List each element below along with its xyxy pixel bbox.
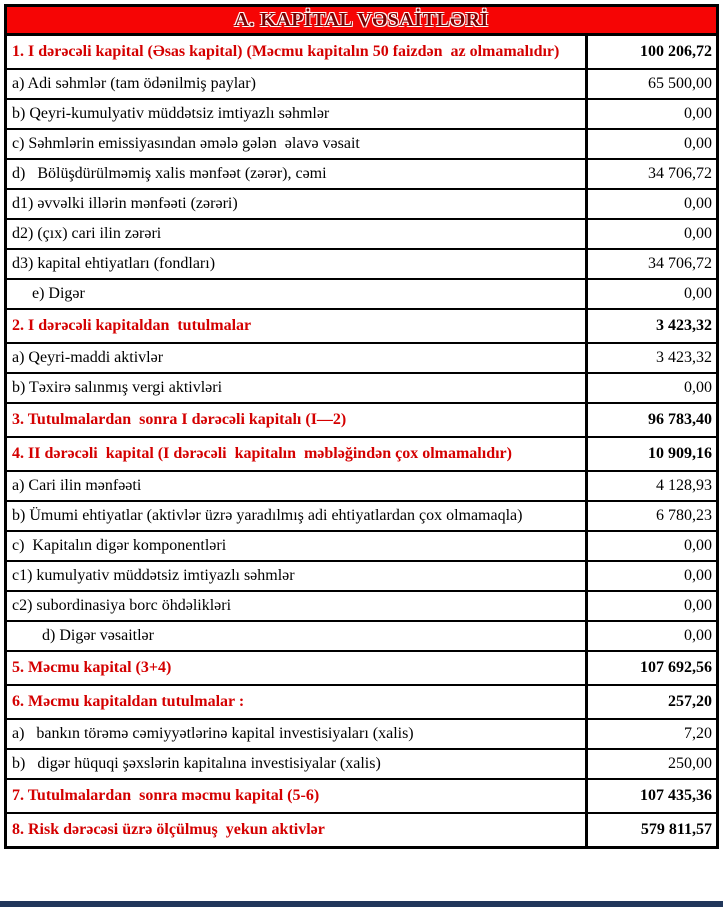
table-row [7, 308, 716, 342]
row-label [7, 190, 585, 218]
table-title-band [7, 7, 716, 36]
table-row [7, 158, 716, 188]
row-label [7, 36, 585, 68]
row-label-text: e) Digər [32, 285, 85, 302]
row-value: 0,00 [585, 190, 716, 218]
table-row [7, 128, 716, 158]
row-label [7, 472, 585, 500]
row-value: 34 706,72 [585, 250, 716, 278]
table-row [7, 98, 716, 128]
row-label [7, 502, 585, 530]
row-value: 3 423,32 [585, 344, 716, 372]
table-row [7, 778, 716, 812]
table-row [7, 684, 716, 718]
row-label [7, 562, 585, 590]
table-row [7, 560, 716, 590]
row-value: 250,00 [585, 750, 716, 778]
row-label-text: a) Cari ilin mənfəəti [12, 477, 142, 494]
table-row [7, 530, 716, 560]
row-label-text: b) Ümumi ehtiyatlar (aktivlər üzrə yaradılmış adi ehtiyatlardan çox olmamaqla) [12, 507, 523, 524]
row-value: 257,20 [585, 686, 716, 718]
row-label [7, 438, 585, 470]
table-row [7, 188, 716, 218]
row-label [7, 780, 585, 812]
row-label-text: b) Təxirə salınmış vergi aktivləri [12, 379, 223, 396]
row-label-text: 8. Risk dərəcəsi üzrə ölçülmuş yekun aktivlər [12, 821, 325, 838]
row-label [7, 310, 585, 342]
row-value: 6 780,23 [585, 502, 716, 530]
row-value: 3 423,32 [585, 310, 716, 342]
row-value: 65 500,00 [585, 70, 716, 98]
table-body [7, 36, 716, 846]
row-value: 0,00 [585, 622, 716, 650]
row-label [7, 374, 585, 402]
row-label [7, 686, 585, 718]
row-value: 7,20 [585, 720, 716, 748]
row-label [7, 652, 585, 684]
row-label [7, 130, 585, 158]
row-label-text: a) Adi səhmlər (tam ödənilmiş paylar) [12, 75, 256, 92]
table-row [7, 342, 716, 372]
row-value: 96 783,40 [585, 404, 716, 436]
table-row [7, 436, 716, 470]
capital-table [4, 4, 719, 849]
row-label-text: c2) subordinasiya borc öhdəlikləri [12, 597, 232, 614]
row-label [7, 344, 585, 372]
row-label-text: a) Qeyri-maddi aktivlər [12, 349, 164, 366]
row-label-text: d2) (çıx) cari ilin zərəri [12, 225, 162, 242]
table-row [7, 620, 716, 650]
row-label [7, 532, 585, 560]
row-label-text: 5. Məcmu kapital (3+4) [12, 659, 172, 676]
row-value: 4 128,93 [585, 472, 716, 500]
row-value: 0,00 [585, 532, 716, 560]
row-label-text: 2. I dərəcəli kapitaldan tutulmalar [12, 317, 252, 334]
row-label-text: 6. Məcmu kapitaldan tutulmalar : [12, 693, 245, 710]
row-label-text: 7. Tutulmalardan sonra məcmu kapital (5-6) [12, 787, 320, 804]
row-label-text: c) Səhmlərin emissiyasından əmələ gələn əlavə vəsait [12, 135, 360, 152]
row-value: 107 692,56 [585, 652, 716, 684]
table-row [7, 218, 716, 248]
table-row [7, 748, 716, 778]
row-label-text: b) Qeyri-kumulyativ müddətsiz imtiyazlı səhmlər [12, 105, 330, 122]
table-row [7, 402, 716, 436]
row-value: 0,00 [585, 100, 716, 128]
row-label-text: c1) kumulyativ müddətsiz imtiyazlı səhmlər [12, 567, 295, 584]
row-label [7, 720, 585, 748]
row-label-text: 4. II dərəcəli kapital (I dərəcəli kapitalın məbləğindən çox olmamalıdır) [12, 445, 512, 462]
table-row [7, 470, 716, 500]
row-value: 10 909,16 [585, 438, 716, 470]
table-row [7, 500, 716, 530]
row-value: 0,00 [585, 130, 716, 158]
row-value: 579 811,57 [585, 814, 716, 846]
row-label [7, 280, 585, 308]
table-row [7, 36, 716, 68]
row-value: 34 706,72 [585, 160, 716, 188]
table-row [7, 278, 716, 308]
row-label [7, 220, 585, 248]
row-value: 0,00 [585, 592, 716, 620]
row-label-text: 1. I dərəcəli kapital (Əsas kapital) (Məcmu kapitalın 50 faizdən az olmamalıdır) [12, 43, 560, 60]
row-label [7, 750, 585, 778]
row-label [7, 160, 585, 188]
row-label [7, 404, 585, 436]
row-label-text: d3) kapital ehtiyatları (fondları) [12, 255, 216, 272]
row-label [7, 622, 585, 650]
row-value: 107 435,36 [585, 780, 716, 812]
row-label [7, 592, 585, 620]
row-label-text: d) Bölüşdürülməmiş xalis mənfəət (zərər), cəmi [12, 165, 327, 182]
row-label-text: d) Digər vəsaitlər [42, 627, 154, 644]
row-label-text: a) bankın törəmə cəmiyyətlərinə kapital investisiyaları (xalis) [12, 725, 414, 742]
row-label-text: c) Kapitalın digər komponentləri [12, 537, 227, 554]
row-value: 100 206,72 [585, 36, 716, 68]
row-value: 0,00 [585, 562, 716, 590]
table-row [7, 248, 716, 278]
table-title: A. KAPİTAL VƏSAİTLƏRİ [234, 8, 489, 31]
table-row [7, 812, 716, 846]
row-value: 0,00 [585, 374, 716, 402]
row-label [7, 814, 585, 846]
row-label [7, 250, 585, 278]
table-row [7, 650, 716, 684]
bottom-divider-bar [0, 901, 723, 907]
table-row [7, 68, 716, 98]
row-label-text: 3. Tutulmalardan sonra I dərəcəli kapitalı (I—2) [12, 411, 347, 428]
row-label-text: b) digər hüquqi şəxslərin kapitalına investisiyalar (xalis) [12, 755, 381, 772]
row-label [7, 100, 585, 128]
row-value: 0,00 [585, 280, 716, 308]
row-label [7, 70, 585, 98]
table-row [7, 590, 716, 620]
row-value: 0,00 [585, 220, 716, 248]
table-row [7, 718, 716, 748]
table-row [7, 372, 716, 402]
row-label-text: d1) əvvəlki illərin mənfəəti (zərəri) [12, 195, 238, 212]
